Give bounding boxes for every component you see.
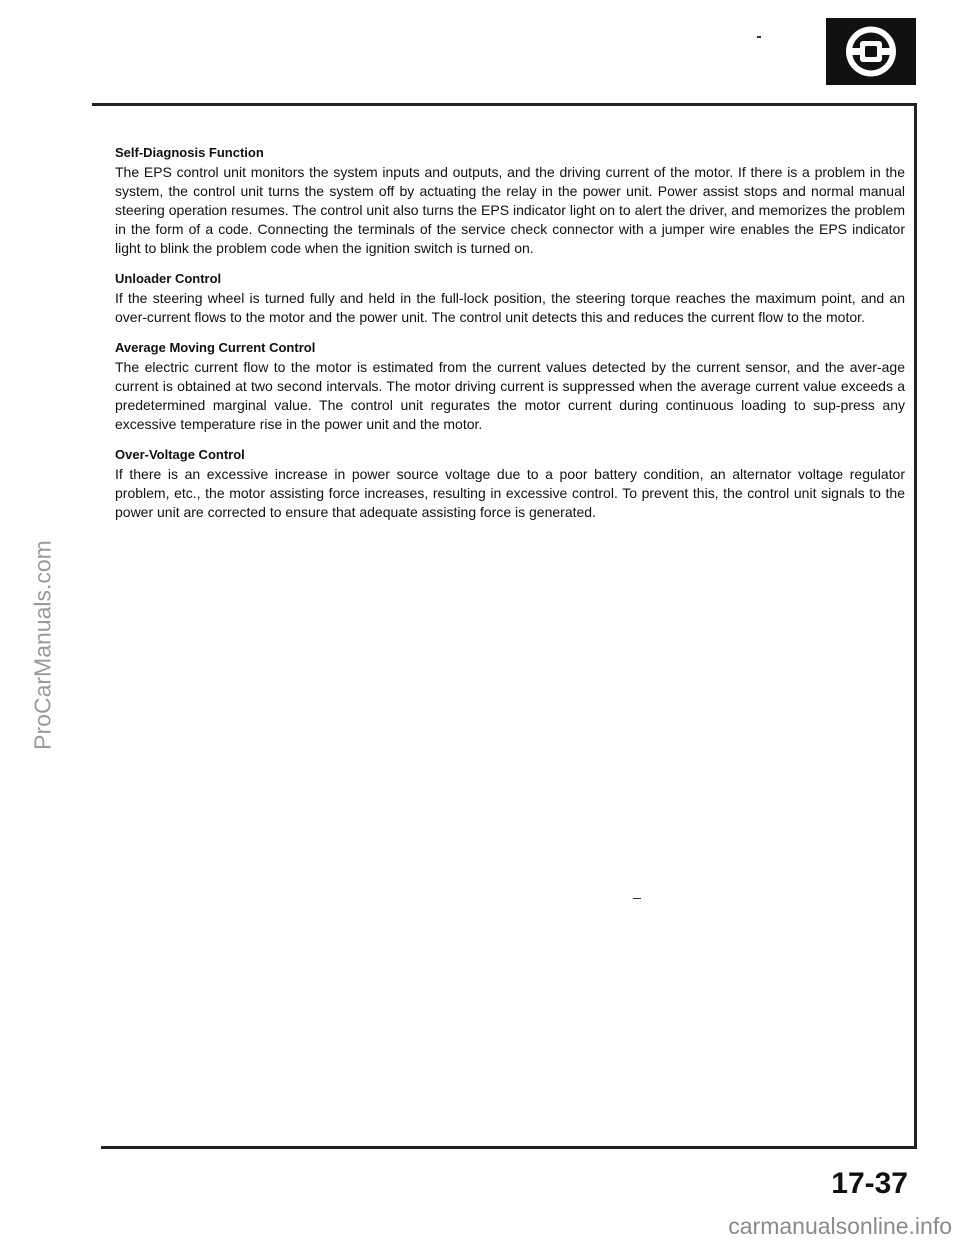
print-speck [633,898,641,899]
section-over-voltage-control [115,447,905,522]
steering-wheel-icon [826,18,916,85]
section-heading: Average Moving Current Control [115,340,316,355]
bottom-watermark: carmanualsonline.info [728,1213,952,1239]
section-paragraph: If the steering wheel is turned fully and held in the full-lock position, the steering torque reaches the maximum point, and an over-current flows to the motor and the power unit. The control unit detects this and reduces the current flow to the motor. [115,290,905,325]
print-speck [757,36,761,38]
document-body [115,145,905,535]
section-paragraph: The electric current flow to the motor is estimated from the current values detected by the current sensor, and the aver-age current is obtained at two second intervals. The motor driving current is suppressed when the average current value exceeds a predetermined marginal value. The control unit regurates the motor current during continuous loading to sup-press any excessive temperature rise in the power unit and the motor. [115,359,905,432]
side-watermark [28,515,58,775]
page-number: 17-37 [831,1167,908,1200]
section-paragraph: The EPS control unit monitors the system inputs and outputs, and the driving current of the motor. If there is a problem in the system, the control unit turns the system off by actuating the relay in the power unit. Power assist stops and normal manual steering operation resumes. The control unit also turns the EPS indicator light on to alert the driver, and memorizes the problem in the form of a code. Connecting the terminals of the service check connector with a jumper wire enables the EPS indicator light to blink the problem code when the ignition switch is turned on. [115,164,905,256]
section-unloader-control [115,271,905,327]
section-heading: Self-Diagnosis Function [115,145,264,160]
section-average-moving-current-control [115,340,905,434]
section-heading: Over-Voltage Control [115,447,245,462]
section-paragraph: If there is an excessive increase in power source voltage due to a poor battery condition, an alternator voltage regulator problem, etc., the motor assisting force increases, resulting in excessive control. To prevent this, the control unit signals to the power unit are corrected to ensure that adequate assisting force is generated. [115,466,905,520]
frame-right-rule [914,103,917,1146]
frame-top-rule [92,103,917,106]
section-heading: Unloader Control [115,271,222,286]
frame-bottom-rule [101,1146,917,1149]
section-self-diagnosis [115,145,905,258]
steering-icon-box [826,18,916,85]
side-watermark-text: ProCarManuals.com [29,540,56,750]
